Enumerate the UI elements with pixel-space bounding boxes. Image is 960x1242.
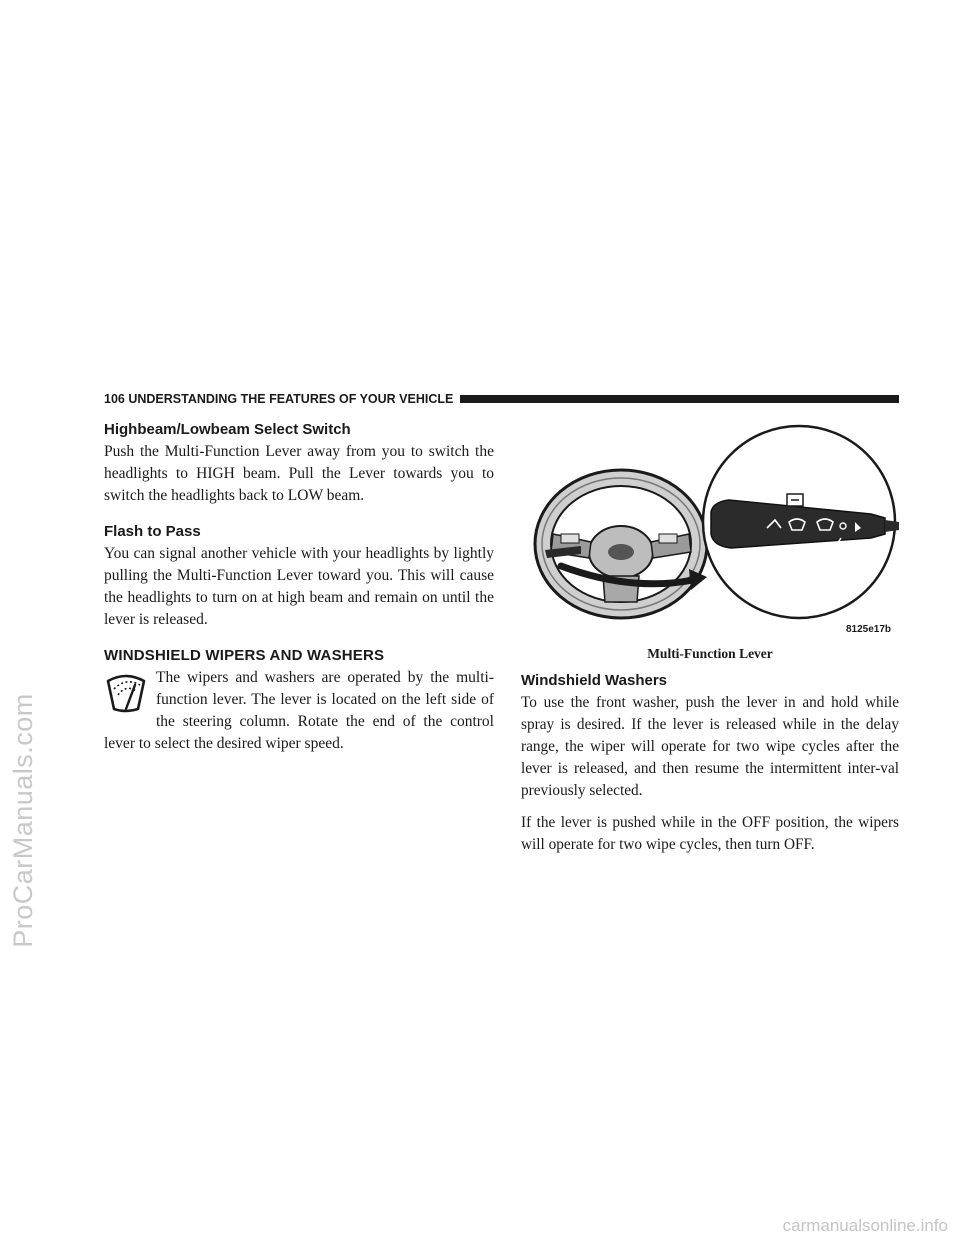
side-watermark (2, 540, 44, 1100)
flash-body: You can signal another vehicle with your headlights by lightly pulling the Multi-Function Lever toward you. This will cause the headlights to turn on at high beam and remain on until the lever is released. (104, 545, 494, 628)
multi-function-lever-figure (521, 422, 899, 642)
washers-heading: Windshield Washers (521, 672, 668, 689)
page-header-text (104, 392, 453, 406)
section-title: UNDERSTANDING THE FEATURES OF YOUR VEHICLE (128, 392, 454, 406)
right-column (521, 422, 899, 856)
header-rule (460, 395, 899, 403)
washers-body-2: If the lever is pushed while in the OFF position, the wipers will operate for two wipe cycles, then turn OFF. (521, 814, 899, 853)
bottom-watermark: carmanualsonline.info (782, 1216, 948, 1235)
highbeam-heading: Highbeam/Lowbeam Select Switch (104, 421, 351, 438)
page-header (104, 391, 899, 407)
page-number: 106 (104, 392, 125, 406)
washers-body-1: To use the front washer, push the lever in and hold while spray is desired. If the lever is released while in the delay range, the wiper will operate for two wipe cycles after the lever is released, and then resume the intermittent inter-val previously selected. (521, 694, 899, 799)
wipers-section (104, 667, 494, 755)
highbeam-body: Push the Multi-Function Lever away from you to switch the headlights to HIGH beam. Pull the Lever towards you to switch the headlights back to LOW beam. (104, 443, 494, 504)
flash-heading: Flash to Pass (104, 523, 201, 540)
figure-caption: Multi-Function Lever (647, 646, 773, 661)
wipers-body: The wipers and washers are operated by the multi-function lever. The lever is located on the left side of the steering column. Rotate the end of the control lever to select the desired wiper speed. (104, 669, 494, 752)
left-column (104, 421, 494, 755)
wipers-heading: WINDSHIELD WIPERS AND WASHERS (104, 647, 385, 664)
windshield-wiper-icon (104, 669, 148, 717)
steering-wheel-illustration (521, 422, 899, 642)
side-watermark-text: ProCarManuals.com (7, 692, 38, 948)
figure-code: 8125e17b (845, 624, 891, 635)
